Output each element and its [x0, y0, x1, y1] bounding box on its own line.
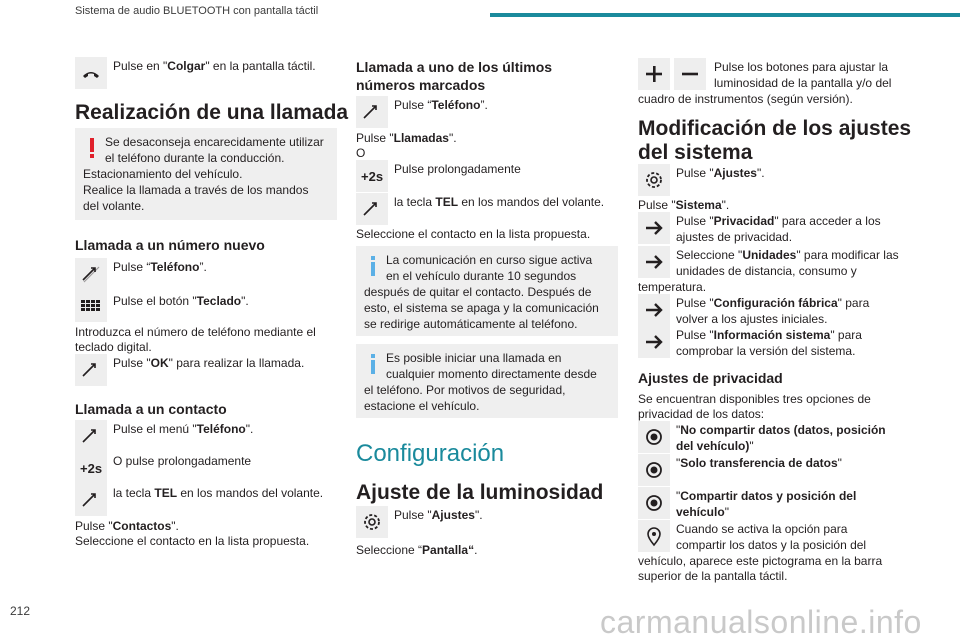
- radio-selected-icon: [638, 421, 670, 453]
- info-note-2: Es posible iniciar una llamada en cualquier momento directamente desde el teléfono. Por motivos de seguridad, estacione el vehículo.: [356, 344, 618, 418]
- prolong-text: O pulse prolongadamente: [113, 454, 252, 468]
- heading-ultimos-1: Llamada a uno de los últimos: [356, 59, 553, 75]
- activa-text: Cuando se activa la opción para compartir los datos y la posición del: [676, 522, 867, 552]
- opt3-text: "Compartir datos y posición del vehículo": [676, 489, 857, 519]
- warning-note: Se desaconseja encarecidamente utilizar el teléfono durante la conducción. Estacionamiento del vehículo. Realice la llamada a través de los mandos del volante.: [75, 128, 337, 220]
- plus-icon: [638, 58, 670, 90]
- ajustes-text: Pulse "Ajustes".: [394, 508, 483, 522]
- lumin-line1: Pulse los botones para ajustar la: [714, 60, 889, 74]
- arrow-right-icon: [638, 212, 670, 244]
- header-accent-bar: [490, 13, 960, 17]
- minus-icon: [674, 58, 706, 90]
- warning-icon: [85, 136, 99, 160]
- page-number: 212: [10, 604, 31, 618]
- telefono-text: Pulse “Teléfono”.: [113, 260, 207, 274]
- svg-text:+2s: +2s: [361, 169, 384, 184]
- location-pin-icon: [638, 520, 670, 552]
- telefono2-row: [356, 96, 488, 128]
- opt2-text: "Solo transferencia de datos": [676, 456, 842, 470]
- info-sistema-text: Pulse "Información sistema" para comprobar la versión del sistema.: [676, 328, 862, 358]
- llamadas-text: Pulse "Llamadas".: [356, 131, 457, 145]
- hangup-row: [75, 57, 316, 89]
- phone-touch-icon: [75, 258, 107, 290]
- watermark: carmanualsonline.info: [600, 604, 922, 640]
- gear-icon: [356, 506, 388, 538]
- privacidad-row: [638, 212, 881, 245]
- opt2-row: [638, 454, 842, 486]
- phone-touch-icon: [75, 484, 107, 516]
- brightness-buttons: [638, 58, 706, 90]
- heading-numero-nuevo: Llamada a un número nuevo: [75, 237, 265, 253]
- ajustes3-row: [638, 164, 765, 196]
- teclado-row: [75, 290, 249, 322]
- heading-contacto: Llamada a un contacto: [75, 401, 227, 417]
- arrow-right-icon: [638, 294, 670, 326]
- unidades-line3: temperatura.: [638, 280, 707, 294]
- prolong2-row: [356, 160, 521, 192]
- activa-line4: superior de la pantalla táctil.: [638, 569, 788, 583]
- tecla-tel2-text: la tecla TEL en los mandos del volante.: [394, 195, 605, 209]
- tecla-tel-row: [75, 484, 323, 516]
- heading-modificacion-1: Modificación de los ajustes: [638, 117, 912, 140]
- heading-realizacion: Realización de una llamada: [75, 101, 349, 124]
- info-note-1: La comunicación en curso sigue activa en el vehículo durante 10 segundos después de quitar el contacto. Después de esto, el sistema se apaga y la comunicación se redirige automáticamente al teléfono.: [356, 246, 618, 336]
- info-icon: [366, 352, 380, 376]
- lumin-line2: luminosidad de la pantalla y/o del: [714, 76, 892, 90]
- opt1-row: [638, 421, 886, 454]
- prolong-row: [75, 452, 251, 484]
- contactos-text: Pulse "Contactos".: [75, 519, 179, 533]
- ok-text: Pulse "OK" para realizar la llamada.: [113, 356, 305, 370]
- header-title: Sistema de audio BLUETOOTH con pantalla táctil: [75, 5, 319, 17]
- priv-intro-2: privacidad de los datos:: [638, 407, 765, 421]
- heading-ultimos-2: números marcados: [356, 77, 486, 93]
- activa-line3: vehículo, aparece este pictograma en la barra: [638, 554, 883, 568]
- priv-intro-1: Se encuentran disponibles tres opciones de: [638, 392, 871, 406]
- sistema-text: Pulse "Sistema".: [638, 198, 730, 212]
- tecla-tel-text: la tecla TEL en los mandos del volante.: [113, 486, 324, 500]
- seleccione-contacto-text: Seleccione el contacto en la lista propuesta.: [75, 534, 310, 548]
- ok-row: [75, 354, 304, 386]
- opt1-text: "No compartir datos (datos, posición del vehículo)": [676, 423, 886, 453]
- keypad-icon: [75, 290, 107, 322]
- hangup-icon: [75, 57, 107, 89]
- phone-touch-icon: [75, 354, 107, 386]
- ajustes3-text: Pulse "Ajustes".: [676, 166, 765, 180]
- fabrica-row: [638, 294, 869, 327]
- introduzca-line1: Introduzca el número de teléfono mediante el: [75, 325, 316, 339]
- svg-text:+2s: +2s: [80, 461, 103, 476]
- telefono-row: [75, 258, 207, 290]
- phone-touch-icon: [356, 193, 388, 225]
- teclado-text: Pulse el botón "Teclado".: [113, 294, 249, 308]
- introduzca-line2: teclado digital.: [75, 340, 152, 354]
- prolong2-text: Pulse prolongadamente: [394, 162, 521, 176]
- heading-luminosidad: Ajuste de la luminosidad: [356, 481, 604, 504]
- fabrica-text: Pulse "Configuración fábrica" para volver a los ajustes iniciales.: [676, 296, 870, 326]
- gear-icon: [638, 164, 670, 196]
- ajustes-row: [356, 506, 483, 538]
- phone-touch-icon: [356, 96, 388, 128]
- long-press-2s-icon: [356, 160, 388, 192]
- unidades-row: [638, 246, 899, 279]
- heading-configuracion: Configuración: [356, 440, 505, 467]
- opt3-row: [638, 487, 856, 520]
- menu-tel-text: Pulse el menú "Teléfono".: [113, 422, 254, 436]
- hangup-text: Pulse en "Colgar" en la pantalla táctil.: [113, 59, 316, 73]
- o-text: O: [356, 146, 366, 160]
- activa-row: [638, 520, 866, 553]
- arrow-right-icon: [638, 246, 670, 278]
- heading-modificacion-2: del sistema: [638, 141, 753, 164]
- seleccione2-text: Seleccione el contacto en la lista propuesta.: [356, 227, 591, 241]
- heading-privacidad: Ajustes de privacidad: [638, 370, 783, 386]
- lumin-line3: cuadro de instrumentos (según versión).: [638, 92, 853, 106]
- pantalla-text: Seleccione “Pantalla“.: [356, 543, 478, 557]
- arrow-right-icon: [638, 326, 670, 358]
- phone-touch-icon: [75, 420, 107, 452]
- privacidad-text: Pulse "Privacidad" para acceder a los ajustes de privacidad.: [676, 214, 881, 244]
- info-sistema-row: [638, 326, 862, 359]
- menu-tel-row: [75, 420, 253, 452]
- telefono2-text: Pulse “Teléfono”.: [394, 98, 488, 112]
- unidades-text: Seleccione "Unidades" para modificar las unidades de distancia, consumo y: [676, 248, 899, 278]
- radio-selected-icon: [638, 487, 670, 519]
- radio-selected-icon: [638, 454, 670, 486]
- long-press-2s-icon: [75, 452, 107, 484]
- tecla-tel2-row: [356, 193, 604, 225]
- info-icon: [366, 254, 380, 278]
